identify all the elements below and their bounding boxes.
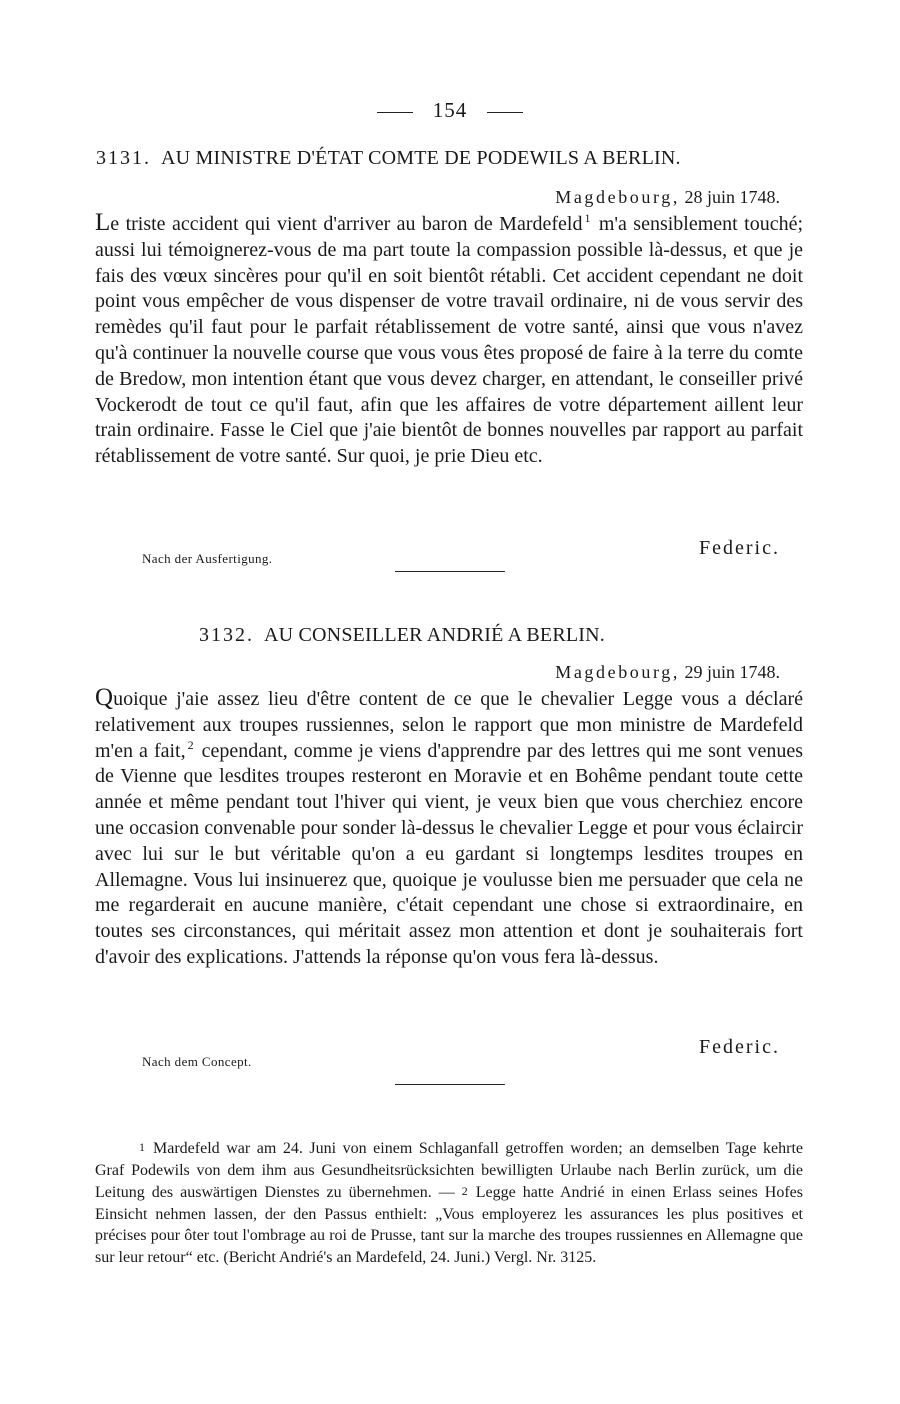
dateline-date: 28 juin 1748. [684, 187, 780, 207]
letter-heading-3132 [199, 624, 605, 647]
body-text: m'a sensiblement touché; aussi lui témoignerez-vous de ma part toute la compassion possible là-dessus, et que je fais des vœux sincères pour qu'il en soit bientôt rétabli. Cet accident cependant ne doit point vous empêcher de vous dispenser de votre travail ordinaire, ni de vous servir des remèdes qu'il faut pour le parfait rétablissement de votre santé, ainsi que vous n'avez qu'à continuer la nouvelle course que vous vous êtes proposé de faire à la terre du comte de Bredow, mon intention étant que vous devez charger, en attendant, le conseiller privé Vockerodt de tout ce qu'il faut, afin que les affaires de votre département aillent leur train ordinaire. Fasse le Ciel que j'aie bientôt de bonnes nouvelles par rapport au parfait rétablissement de votre santé. Sur quoi, je prie Dieu etc. [95, 213, 803, 468]
section-divider [395, 1084, 505, 1085]
letter-title: AU MINISTRE D'ÉTAT COMTE DE PODEWILS A BERLIN. [161, 147, 681, 169]
dateline-3131 [555, 187, 780, 208]
initial-letter: L [95, 209, 111, 236]
page-number-text: 154 [432, 98, 468, 122]
letter-body-3131 [95, 210, 803, 470]
footnote-mark: 1 [139, 1140, 145, 1154]
footnote-text: Legge hatte Andrié in einen Erlass seines Hofes Einsicht nehmen lassen, der den Passus enthielt: „Vous employerez les assurances les plus positives et précises pour ôter tout l'ombrage au roi de Prusse, tant sur la marche des troupes russiennes en Allemagne que sur leur retour“ etc. (Bericht Andrié's an Mardefeld, 24. Juni.) Vergl. Nr. 3125. [95, 1184, 804, 1266]
page-number-dash-left [377, 112, 413, 113]
source-note-3131: Nach der Ausfertigung. [142, 551, 273, 566]
footnote-text: Mardefeld war am 24. Juni von einem Schlaganfall getroffen worden; an demselben Tage kehrte Graf Podewils von dem ihm aus Gesundheitsrücksichten bewilligten Urlaube nach Berlin zurück, um die Leitung des auswärtigen Dienstes zu übernehmen. — [95, 1140, 803, 1201]
letter-title: AU CONSEILLER ANDRIÉ A BERLIN. [264, 624, 605, 646]
signature-3131: Federic. [699, 537, 780, 559]
signature-3132: Federic. [699, 1036, 780, 1058]
footnote-ref: 1 [584, 211, 591, 226]
dateline-3132 [555, 662, 780, 683]
body-text: uoique j'aie assez lieu d'être content de ce que le chevalier Legge vous a déclaré relativement aux troupes russiennes, selon le rapport que mon ministre de Mardefeld m'en a fait, [95, 688, 803, 762]
letter-body-3132 [95, 685, 803, 971]
letter-number: 3131. [96, 147, 151, 169]
letter-heading-3131 [96, 147, 681, 170]
body-text: cependant, comme je viens d'apprendre par des lettres qui me sont venues de Vienne que lesdites troupes resteront en Moravie et en Bohême pendant toute cette année et même pendant tout l'hiver qui vient, je veux bien que vous cherchiez encore une occasion convenable pour sonder là-dessus le chevalier Legge et pour vous éclaircir avec lui sur le but véritable qu'on a eu gardant si longtemps lesdites troupes en Allemagne. Vous lui insinuerez que, quoique je voulusse bien me persuader que cela ne me regarderait en aucune manière, c'était cependant une chose si extraordinaire, en toutes ses circonstances, qui méritait assez mon attention et dont je souhaiterais fort d'avoir des explications. J'attends la réponse qu'on vous fera là-dessus. [95, 739, 803, 968]
source-note-3132: Nach dem Concept. [142, 1054, 252, 1069]
dateline-place: Magdebourg, [555, 662, 680, 682]
section-divider [395, 571, 505, 572]
letter-number: 3132. [199, 624, 254, 646]
dateline-date: 29 juin 1748. [684, 662, 780, 682]
initial-letter: Q [95, 684, 114, 711]
footnote-ref: 2 [187, 737, 194, 752]
page-number-dash-right [487, 112, 523, 113]
footnotes [95, 1137, 803, 1268]
body-text: e triste accident qui vient d'arriver au baron de Mardefeld [110, 213, 583, 235]
page-number [0, 98, 900, 123]
dateline-place: Magdebourg, [555, 187, 680, 207]
footnote-mark: 2 [461, 1184, 468, 1198]
